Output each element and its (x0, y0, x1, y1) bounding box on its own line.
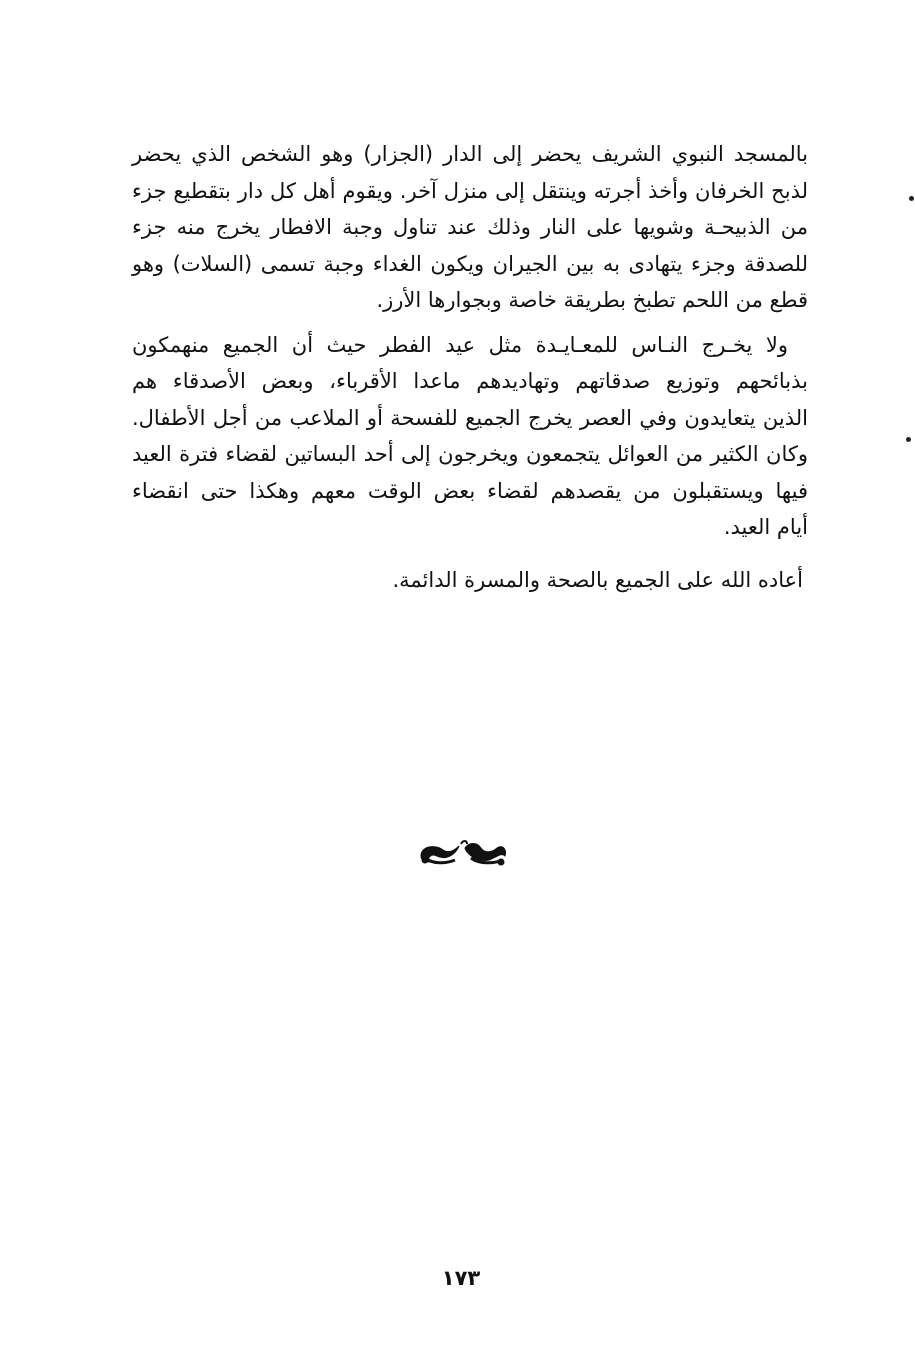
text-line: لذبح الخرفان وأخذ أجرته وينتقل إلى منزل آخر. ويقوم أهل كل دار بتقطيع جزء (132, 178, 808, 203)
page-number: ١٧٣ (441, 1266, 481, 1290)
paragraph-1 (132, 136, 808, 319)
text-line: الذين يتعايدون وفي العصر يخرج الجميع للفسحة أو الملاعب من أجل الأطفال. (132, 405, 808, 430)
text-line: بالمسجد النبوي الشريف يحضر إلى الدار (الجزار) وهو الشخص الذي يحضر (132, 142, 808, 166)
body-text (132, 136, 808, 546)
text-line: وكان الكثير من العوائل يتجمعون ويخرجون إلى أحد البساتين لقضاء فترة العيد (132, 442, 808, 466)
text-line: ولا يخـرج النـاس للمعـايـدة مثل عيد الفطر حيث أن الجميع منهمكون (132, 332, 788, 357)
text-line: بذبائحهم وتوزيع صدقاتهم وتهاديدهم ماعدا الأقرباء، وبعض الأصدقاء هم (132, 369, 808, 393)
text-line: أيام العيد. (723, 515, 808, 539)
margin-mark (909, 196, 914, 201)
paragraph-2 (132, 327, 808, 546)
margin-mark (906, 437, 911, 442)
text-line: قطع من اللحم تطبخ بطريقة خاصة وبجوارها الأرز. (376, 288, 808, 312)
text-line: فيها ويستقبلون من يقصدهم لقضاء بعض الوقت معهم وهكذا حتى انقضاء (132, 478, 808, 503)
closing-line: أعاده الله على الجميع بالصحة والمسرة الدائمة. (392, 568, 803, 592)
text-line: للصدقة وجزء يتهادى به بين الجيران ويكون الغداء وجبة تسمى (السلات) وهو (132, 251, 808, 276)
text-line: من الذبيحـة وشويها على النار وذلك عند تناول وجبة الافطار يخرج منه جزء (132, 215, 808, 239)
decorative-ornament-icon (415, 838, 511, 868)
